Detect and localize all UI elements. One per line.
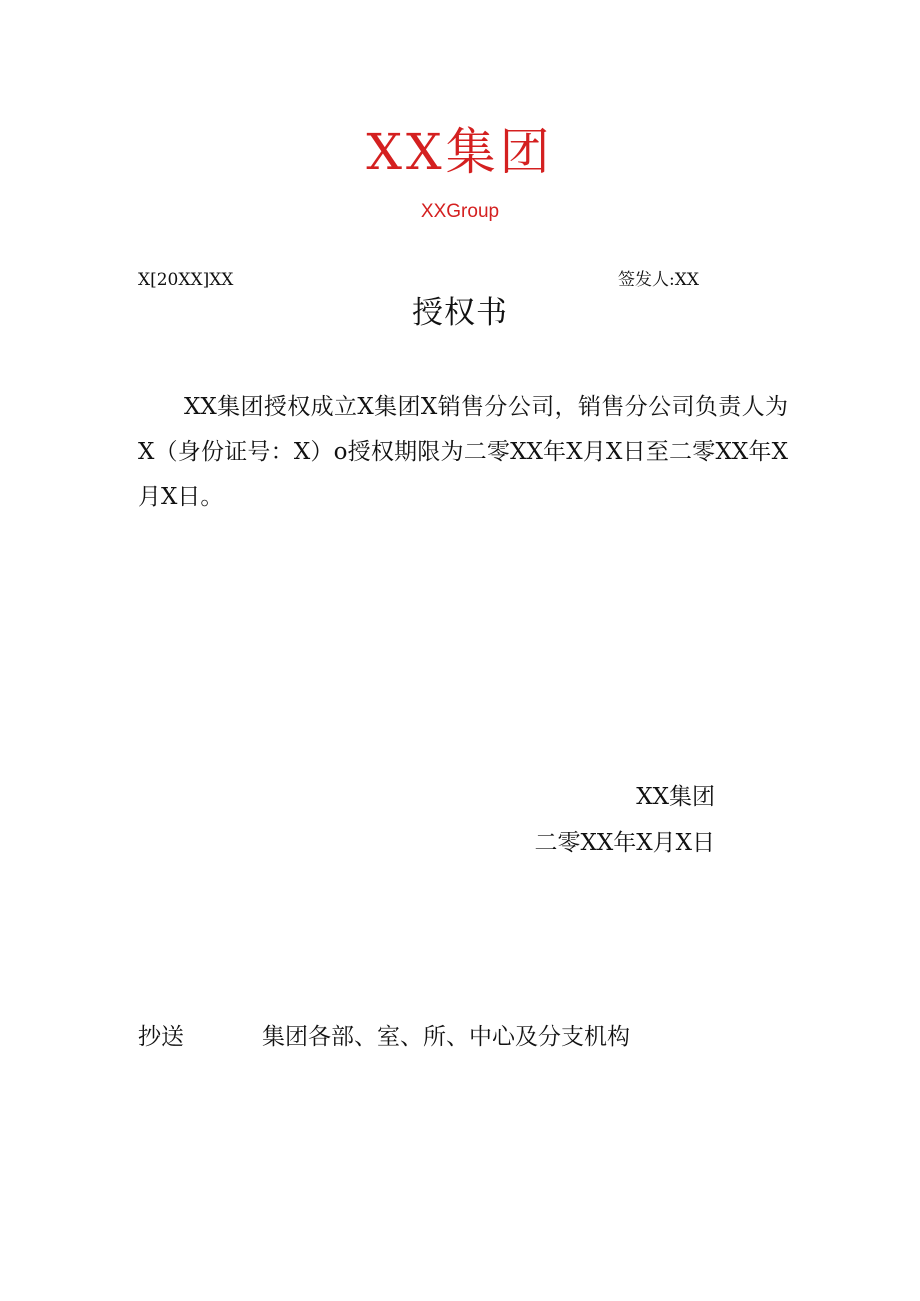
issuer-label: 签发人:XX <box>618 270 699 290</box>
document-number: X[20XX]XX <box>138 270 234 290</box>
org-name-header: XX集团 <box>366 123 554 181</box>
document-title: 授权书 <box>412 295 508 331</box>
document-body: XX集团授权成立X集团X销售分公司，销售分公司负责人为X（身份证号：X）o授权期限为二零XX年X月X日至二零XX年X月X日。 <box>138 394 788 510</box>
cc-label: 抄送 <box>138 1024 184 1050</box>
org-name-english: XXGroup <box>420 201 500 222</box>
cc-recipients: 集团各部、室、所、中心及分支机构 <box>262 1024 630 1050</box>
signature-date: 二零XX年X月X日 <box>534 830 715 856</box>
signature-org: XX集团 <box>636 784 715 810</box>
